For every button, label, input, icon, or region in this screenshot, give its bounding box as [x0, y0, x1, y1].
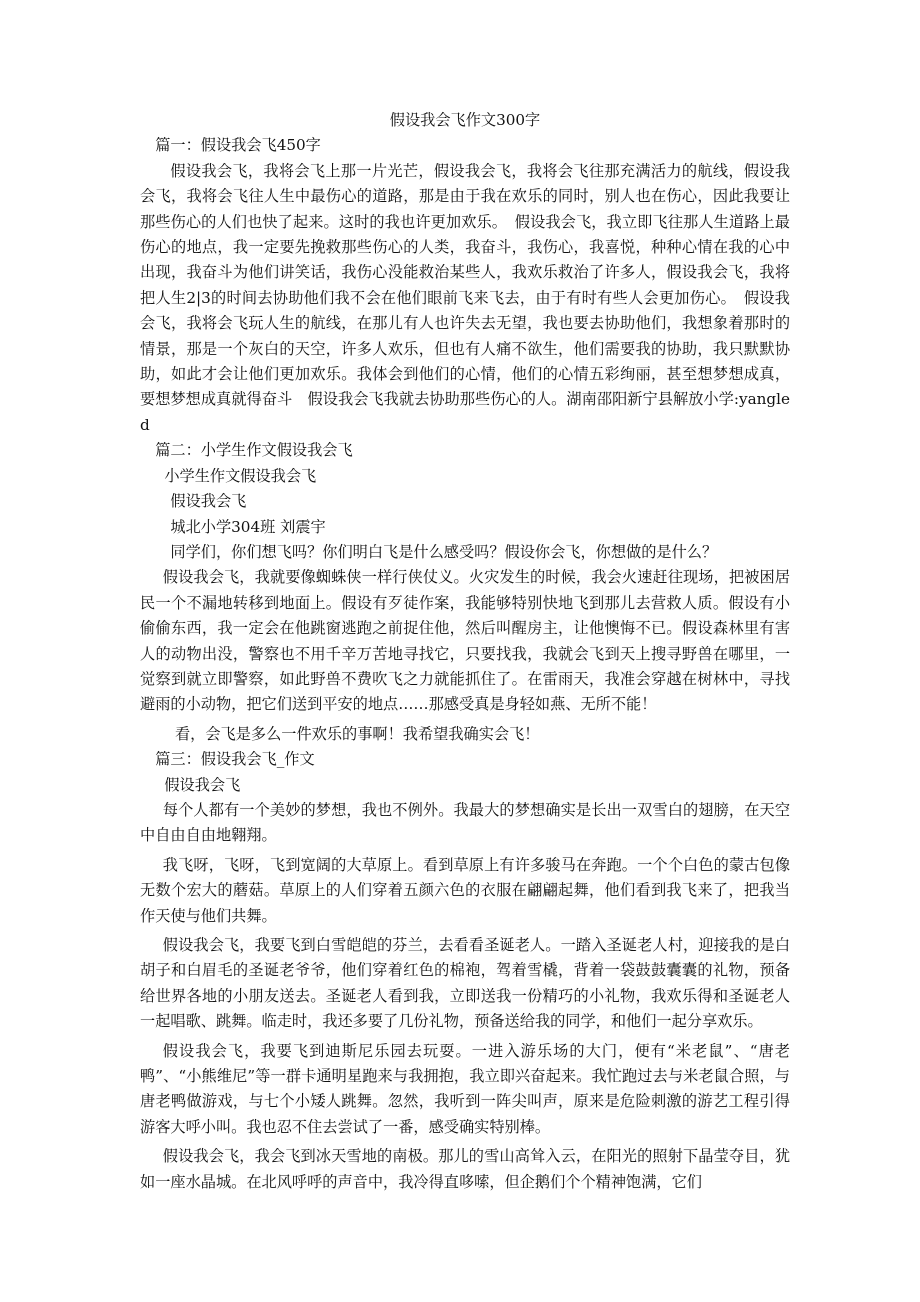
section-2-heading: 篇二：小学生作文假设我会飞	[155, 441, 353, 460]
section-3-paragraph: 假设我会飞，我要飞到迪斯尼乐园去玩耍。一进入游乐场的大门，便有“米老鼠”、“唐老鸭”、“小熊维尼”等一群卡通明星跑来与我拥抱，我立即兴奋起来。我忙跑过去与米老鼠合照，与唐老鸭做游戏，与七个小矮人跳舞。忽然，我听到一阵尖叫声，原来是危险刺激的游艺工程引得游客大呼小叫。我也忍不住去尝试了一番，感受确实特别棒。	[140, 1041, 790, 1136]
section-2-subtitle: 小学生作文假设我会飞	[164, 466, 317, 485]
section-2-paragraph: 看，会飞是多么一件欢乐的事啊！我希望我确实会飞！	[174, 724, 540, 743]
section-3-heading: 篇三：假设我会飞_作文	[155, 750, 315, 769]
section-2-paragraph: 同学们，你们想飞吗？你们明白飞是什么感受吗？假设你会飞，你想做的是什么？	[170, 542, 718, 561]
section-1-body: 假设我会飞，我将会飞上那一片光芒，假设我会飞，我将会飞往那充满活力的航线，假设我会飞，我将会飞往人生中最伤心的道路，那是由于我在欢乐的同时，别人也在伤心，因此我要让那些伤心的人们也快了起来。这时的我也许更加欢乐。 假设我会飞，我立即飞往那人生道路上最伤心的地点，我一定要先挽救那些伤心的人类，我奋斗，我伤心，我喜悦，种种心情在我的心中出现，我奋斗为他们讲笑话，我伤心没能救治某些人，我欢乐救治了许多人，假设我会飞，我将把人生2|3的时间去协助他们我不会在他们眼前飞来飞去，由于有时有些人会更加伤心。 假设我会飞，我将会飞玩人生的航线，在那儿有人也许失去无望，我也要去协助他们，我想象着那时的情景，那是一个灰白的天空，许多人欢乐，但也有人痛不欲生，他们需要我的协助，我只默默协助，如此才会让他们更加欢乐。我体会到他们的心情，他们的心情五彩绚丽，甚至想梦想成真，要想梦想成真就得奋斗 假设我会飞我就去协助那些伤心的人。湖南邵阳新宁县解放小学:yangled	[140, 161, 790, 434]
section-2-author: 城北小学304班 刘震宇	[170, 517, 326, 536]
section-1-heading: 篇一：假设我会飞450字	[155, 136, 321, 155]
section-2-paragraph: 假设我会飞，我就要像蜘蛛侠一样行侠仗义。火灾发生的时候，我会火速赶往现场，把被困居民一个不漏地转移到地面上。假设有歹徒作案，我能够特别快地飞到那儿去营救人质。假设有小偷偷东西，我一定会在他跳窗逃跑之前捉住他，然后叫醒房主，让他懊悔不已。假设森林里有害人的动物出没，警察也不用千辛万苦地寻找它，只要找我，我就会飞到天上搜寻野兽在哪里，一觉察到就立即警察，如此野兽不费吹飞之力就能抓住了。在雷雨天，我准会穿越在树林中，寻找避雨的小动物，把它们送到平安的地点……那感受真是身轻如燕、无所不能！	[140, 568, 790, 714]
section-3-paragraph: 假设我会飞，我要飞到白雪皑皑的芬兰，去看看圣诞老人。一踏入圣诞老人村，迎接我的是白胡子和白眉毛的圣诞老爷爷，他们穿着红色的棉袍，驾着雪橇，背着一袋鼓鼓囊囊的礼物，预备给世界各地的小朋友送去。圣诞老人看到我，立即送我一份精巧的小礼物，我欢乐得和圣诞老人一起唱歌、跳舞。临走时，我还多要了几份礼物，预备送给我的同学，和他们一起分享欢乐。	[140, 936, 790, 1031]
section-3-paragraph: 我飞呀，飞呀，飞到宽阔的大草原上。看到草原上有许多骏马在奔跑。一个个白色的蒙古包像无数个宏大的蘑菇。草原上的人们穿着五颜六色的衣服在翩翩起舞，他们看到我飞来了，把我当作天使与他们共舞。	[140, 855, 790, 925]
page-title: 假设我会飞作文300字	[389, 111, 541, 129]
section-3-subtitle: 假设我会飞	[164, 775, 241, 794]
section-2-essay-title: 假设我会飞	[170, 492, 247, 511]
document-page	[140, 108, 790, 1195]
section-3-paragraph: 每个人都有一个美妙的梦想，我也不例外。我最大的梦想确实是长出一双雪白的翅膀，在天空中自由自由地翱翔。	[140, 800, 790, 845]
section-3-paragraph: 假设我会飞，我会飞到冰天雪地的南极。那儿的雪山高耸入云，在阳光的照射下晶莹夺目，犹如一座水晶城。在北风呼呼的声音中，我冷得直哆嗦，但企鹅们个个精神饱满，它们	[140, 1147, 790, 1191]
